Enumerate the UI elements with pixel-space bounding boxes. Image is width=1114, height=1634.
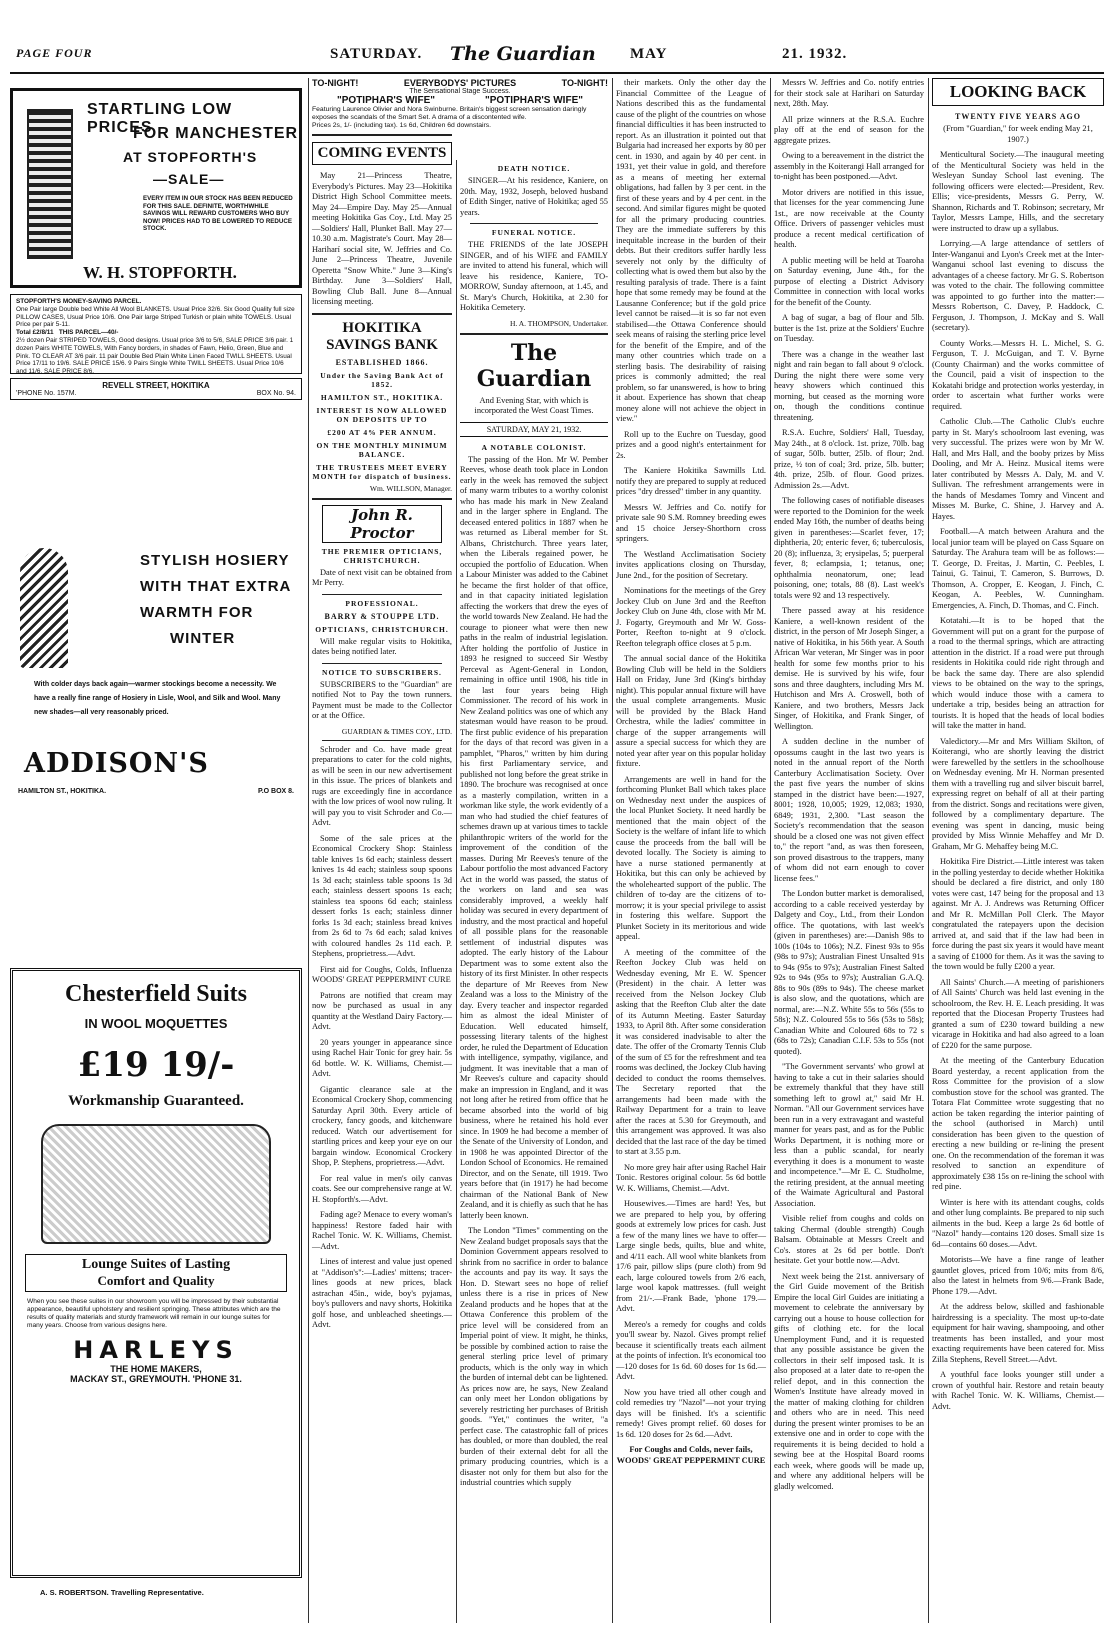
harleys-banner-1: Lounge Suites of Lasting xyxy=(81,1257,231,1272)
funeral-signature: H. A. THOMPSON, Undertaker. xyxy=(510,318,608,328)
paragraph: Winter is here with its attendant coughs, colds and other lung complaints. Be prepared to nip such ailments in the bud. Keep a large 2s 6d bottle of "Nazol" handy—contains 120 doses. Small size 1s 6d—contains 60 doses.—Advt. xyxy=(932,1197,1104,1249)
stopforth-intro: EVERY ITEM IN OUR STOCK HAS BEEN REDUCED FOR THIS SALE. DEFINITE, WORTHWHILE SAVINGS WILL REWARD CUSTOMERS WHO BUY NOW! PRICES HAD TO BE LOWERED TO REDUCE STOCK. xyxy=(143,195,293,232)
stopforth-name: W. H. STOPFORTH. xyxy=(83,263,237,282)
harleys-sub: THE HOME MAKERS, xyxy=(110,1364,202,1374)
savings-bank-title: HOKITIKA SAVINGS BANK xyxy=(326,319,438,353)
harleys-guarantee: Workmanship Guaranteed. xyxy=(68,1093,244,1109)
proctor-title: THE PREMIER OPTICIANS, CHRISTCHURCH. xyxy=(321,546,443,565)
bank-trustees: THE TRUSTEES MEET EVERY MONTH for dispatch of business. xyxy=(312,462,452,481)
stopforth-headline-4: —SALE— xyxy=(153,171,225,187)
paragraph: At the address below, skilled and fashionable hairdressing is a speciality. The most up-to-date equipment for hair waving, shampooing, and other treatments has been installed, and your most exacting requirements have been catered for. Miss Zilla Stephens, Revell Street.—Advt. xyxy=(932,1302,1104,1364)
coming-events-list: May 21—Princess Theatre, Everybody's Pictures. May 23—Hokitika District High School Committee meets. May 24—Empire Day. May 25—Annual meeting Hokitika Gas Coy., Ltd. May 25—Soldiers' Hall, Plunket Ball. May 27—10.30 a.m. Magistrate's Court. May 28—Hariharí social site, W. Jeffries and Co. June 2—Princess Theatre, Juvenile Operetta "Snow White." June 3—King's Birthday. June 3—Soldiers' Hall, Bowling Club Ball. June 8—Annual licensing meeting. xyxy=(312,171,452,306)
stopforth-advert xyxy=(10,88,302,288)
divider xyxy=(460,333,608,335)
paragraph: Valedictory.—Mr and Mrs William Skilton, of Koiterangi, who are shortly leaving the district were farewelled by the settlers in the schoolhouse on Wednesday evening. Mr H. Norman presented them with a travelling rug and silver biscuit barrel, expressing regret on behalf of all at their parting from the district. Songs and recitations were given, followed by a complimentary departure. The evening was spent in dancing, music being provided by Miss Winnie Mehaffey and Mr D. Graham, Mr G. Mehaffey being M.C. xyxy=(932,736,1104,851)
harleys-name: HARLEYS xyxy=(73,1336,239,1364)
subscribers-signature: GUARDIAN & TIMES COY., LTD. xyxy=(341,726,452,736)
editorial-text: The passing of the Hon. Mr W. Pember Reeves, whose death took place in London early in the week has removed the subject of many warm tributes to a worthy colonist who has made his mark in New Zealand and in the larger sphere in England. The deceased entered politics in 1887 when he was returned as Liberal member for St. Albans, Christchurch. Three years later, when the Liberals regained power, he occupied the portfolio of Education. When a Labour Minister was added to the Cabinet he became the first holder of that office, and in that capacity initiated legislation affecting the workers that drew the eyes of the world towards New Zealand. He had the courage to pioneer what were then new paths in the realm of industrial legislation. After holding the portfolio of Justice in 1893 he resigned to succeed Sir Westby Perceval as Agent-General in London, remaining in office until 1908, his title in the last four years being High Commissioner. The record of his work in New Zealand politics was one of which any statesman would have reason to be proud. The first public evidence of his preparation for the days of that record was given in a pamphlet, "Pharos," written by him during his first Parliamentary service, and published not long before the great strike in 1890. The brochure was recognised at once as a masterly compilation, written in a workman like style, the work evidently of a man who had studied the chief features of schemes drawn up at various times to tackle philanthropic writers of the world for the improvement of the condition of the masses. During Mr Reeves's tenure of the Labour portfolio the most advanced Factory Act in the world was passed, the status of the workers on land and sea was considerably improved, a weekly half holiday was secured in every department of industry, and the most practical and hopeful of all possible plans for the reasonable settlement of industrial disputes was adopted. The early history of the Labour Department was to some extent also the history of its first Minister. In other respects the departure of Mr Reeves from New Zealand was a loss to the Ministry of the day. Every teacher and inspector regarded him as almost the ideal Minister of Education. Well educated himself, possessing literary talents of the highest order, he ruled the Department of Education with intelligence, sympathy, vigilance, and judgment. It was inevitable that a man of Mr Reeves's culture and capacity should make an impression in England, and it was not long after he retired from office that he became absorbed into the world of big business, where he retained his hold ever since. In 1909 he had become a member of the Senate of the University of London, and in 1908 he was appointed Director of the London School of Economics. He remained Director, and on the Senate, till 1919. Two years before that (in 1917) he had become chairman of the National Bank of New Zealand, and it is chiefly as such that he has latterly been known. xyxy=(460,454,608,1220)
stopforth-headline-3: AT STOPFORTH'S xyxy=(123,149,258,165)
dairy-paragraph: Patrons are notified that cream may now be purchased as usual in any quantity at the Westland Dairy Factory.—Advt. xyxy=(312,990,452,1031)
hair-tonic-paragraph: 20 years younger in appearance since using Rachel Hair Tonic for grey hair. 5s 6d bottle. W. K. Williams, Chemist.—Advt. xyxy=(312,1037,452,1078)
column-3 xyxy=(460,160,608,1623)
harleys-address: MACKAY ST., GREYMOUTH. 'PHONE 31. xyxy=(70,1374,242,1384)
divider xyxy=(312,313,452,315)
incorporated-line: And Evening Star, with which is incorporated the West Coast Times. xyxy=(474,395,594,415)
paragraph: Kotatahi.—It is to be hoped that the Government will put on a grant for the purpose of a road to the thermal springs, which are attracting attention in the district. If a road were put through residents in Hokitika could ride right through and be back the same day. There are also splendid views to be obtained on the way to the springs, which would induce those with a camera to undertake a trip, besides being an attraction for tourists. It is hoped that the heads of local bodies will take the matter in hand. xyxy=(932,616,1104,730)
paragraph: The Westland Acclimatisation Society invites applications closing on Thursday, June 2nd., for the position of Secretary. xyxy=(616,549,766,580)
tonight-row xyxy=(312,78,608,88)
sofa-illustration xyxy=(41,1124,271,1244)
bank-interest: INTEREST IS NOW ALLOWED ON DEPOSITS UP TO xyxy=(316,405,448,424)
paragraph: A youthful face looks younger still under a crown of youthful hair. Restore and retain beauty with Rachel Tonic. W. K. Williams, Chemist.—Advt. xyxy=(932,1370,1104,1411)
stopforth-details xyxy=(10,294,302,374)
bank-address: HAMILTON ST., HOKITIKA. xyxy=(320,392,444,402)
film-titles xyxy=(312,95,608,106)
coming-events-title: COMING EVENTS xyxy=(312,142,452,165)
stopforth-contact xyxy=(16,390,296,397)
addison-body: With colder days back again—warmer stockings become a necessity. We have a really fine range of Hosiery in Lisle, Wool, and Silk and Wool. Many new shades—all very reasonably priced. xyxy=(34,681,281,716)
guardian-masthead: The Guardian xyxy=(476,339,592,392)
column-rule xyxy=(928,78,929,1623)
paragraph: Menticultural Society.—The inaugural meeting of the Menticultural Society was held in the Wesleyan Sunday School last evening. The following officers were elected:—President, Rev. Ellis; vice-presidents, Messrs G. Perry, W. Shannon, Richards and T. Robinson; secretary, Mr Taylor, Messrs Lampe, Hills, and the secretary were instructed to draw up a syllabus. xyxy=(932,150,1104,233)
film-title-2: "POTIPHAR'S WIFE" xyxy=(485,95,583,106)
divider xyxy=(322,663,442,664)
paragraph: their markets. Only the other day the Financial Committee of the League of Nations described this as the fundamental cause of the plight of the countries on whose financial difficulties it has been instructed to report. As an illustration it pointed out that Bulgaria had increased her exports by 80 per cent. in 1930, and again by 40 per cent. in 1931, yet their value in gold, and therefore as a means of meeting her external obligations, had fallen by 3 per cent. in the first of these years and by 4 per cent. in the second. And similar figures might be quoted for all the primary producing countries. They are the immediate sufferers by this inequitable increase in the burden of their debts. But their creditors suffer hardly less severely not only by the difficulty of collecting what is owed them but also by the resulting paralysis of trade. There is a faint hope that some remedy may be found at the Lausanne Conference; but if the gold price level cannot be raised—it is so far not even stabilised—the Ottawa Conference should seek means of raising the sterling price level for the benefit of the Empire, and of the many other countries which trade on a sterling basis. The desirability of raising prices is commonly admitted; the real problem, so far unanswered, is how to bring it about. Experience has shown that cheap money alone will not achieve the object in view." xyxy=(616,78,766,423)
stopforth-box: BOX No. 94. xyxy=(256,390,296,397)
advert-column xyxy=(10,78,302,1623)
death-notice-title: DEATH NOTICE. xyxy=(497,164,571,173)
paragraph: Owing to a bereavement in the district the assembly in the Koiterangi Hall arranged for to-night has been postponed.—Advt. xyxy=(774,151,924,181)
addison-address: HAMILTON ST., HOKITIKA. xyxy=(18,788,107,795)
paragraph: Lorrying.—A large attendance of settlers of Inter-Wanganui and Lyon's Creek met at the Inter-Wanganui school last evening to discuss the advantages of a cheese factory. Mr G. S. Robertson was voted to the chair. The following committee was appointed to go further into the matter:—Messrs Robertson, C. Davey, P. Haddock, C. Ferguson, J. Thompson, J. McKay and S. Wall (secretary). xyxy=(932,239,1104,332)
barry-stouppe-name: BARRY & STOUPPE LTD. xyxy=(324,611,440,621)
bank-monthly: ON THE MONTHLY MINIMUM BALANCE. xyxy=(316,440,448,459)
addison-line-2: WITH THAT EXTRA xyxy=(140,578,292,595)
death-notice-text: SINGER—At his residence, Kaniere, on 20th. May, 1932, Joseph, beloved husband of Edith Singer, native of Hokitika; aged 55 years. xyxy=(460,176,608,217)
header-month: MAY xyxy=(630,46,668,62)
divider xyxy=(312,498,452,500)
towel-illustration xyxy=(27,109,73,259)
paragraph: No more grey hair after using Rachel Hair Tonic. Restores original colour. 5s 6d bottle W. K. Williams, Chemist.—Advt. xyxy=(616,1162,766,1193)
page-number: PAGE FOUR xyxy=(16,46,93,60)
header-day: SATURDAY. xyxy=(330,46,423,62)
professional-heading: PROFESSIONAL. xyxy=(345,598,419,608)
paragraph: Hokitika Fire District.—Little interest was taken in the polling yesterday to decide whether Hokitika should be declared a fire district, and only 180 votes were cast, 147 being for the proposal and 13 against. Mr A. J. Andrews was Returning Officer and Mr R. McMillan Poll Clerk. The Mayor congratulated the ratepayers upon the decision arrived at, and said that if the law had been in force during the past six years it would have meant a saving of £1000 for them. As it was the saving to the town would be fully £200 a year. xyxy=(932,857,1104,971)
bank-rate: £200 AT 4% PER ANNUM. xyxy=(327,427,437,437)
paragraph: Motor drivers are notified in this issue, that licenses for the year commencing June 1st., are now receivable at the County Office. Drivers of passenger vehicles must produce a recent medical certification of health. xyxy=(774,187,924,249)
peppermint-cure-paragraph: First aid for Coughs, Colds, Influenza WOODS' GREAT PEPPERMINT CURE xyxy=(312,964,452,984)
column-rule xyxy=(308,78,309,1623)
harleys-body: When you see these suites in our showroom you will be impressed by their substantial appearance, beautiful upholstery and resilient springing. These attributes which are the results of quality materials and sturdy framework will remain in our lounge suites for many years. Choose from various designs here. xyxy=(27,1298,281,1329)
tonight-right: TO-NIGHT! xyxy=(561,78,608,88)
paragraph: Catholic Club.—The Catholic Club's euchre party in St. Mary's schoolroom last evening, was very successful. The prizes were won by Mr W. Hall, and Mrs Hall, and the booby prizes by Miss Dooling, and Mr A. Heinz. Musical items were later contributed by Messrs A. Daly, M. and V. Sullivan. The refreshment arrangements were in the hands of Mesdames Tomry and Vincent and Misses M. Burke, C. Shine, J. Harvey and A. Hayes. xyxy=(932,417,1104,521)
divider xyxy=(322,740,442,741)
stopforth-phone: 'PHONE No. 157M. xyxy=(16,390,77,397)
page-header xyxy=(10,42,1104,74)
paragraph: Housewives.—Times are hard! Yes, but we are prepared to help you, by offering goods at extremely low prices for cash. Just a few of the many lines we have to offer—Large single beds, quilts, blue and white, and 4/11 each. All wool white blankets from 17/6 pair, pillow slips (pure cloth) from 9d each, large coloured towels from 2/6 each, large wool kapok mattresses. (full weight from 21/-.—Frank Bade, 'phone 179.—Advt. xyxy=(616,1199,766,1313)
editorial-title: A NOTABLE COLONIST. xyxy=(481,442,587,452)
funeral-notice-text: THE FRIENDS of the late JOSEPH SINGER, and of his WIFE and FAMILY are invited to attend his funeral, which will leave his residence, Kaniere, TO-MORROW, Sunday afternoon, at 1.45, and St. Mary's Church, Hokitika, at 2.30 for Hokitika Cemetery. xyxy=(460,240,608,312)
proctor-signature-logo: John R. Proctor xyxy=(322,505,442,543)
barry-stouppe-text: Will make regular visits to Hokitika, dates being notified later. xyxy=(312,636,452,656)
harleys-title: Chesterfield Suits xyxy=(65,981,247,1007)
paragraph: "The Government servants' who growl at having to take a cut in their salaries should be extremely thankful that they have still something left to growl at," said Mr H. Norman. "All our Government services have been run in a very extravagant and wasteful manner for years past, and as for the Public Works Department, it is nothing more or less than a public scandal, for nearly everything it does is a monument to waste and incompetence."—Mr E. C. Studholme, the retiring president, at the annual meeting of the Waimate Agricultural and Pastoral Association. xyxy=(774,1062,924,1208)
pictures-advert xyxy=(312,78,608,129)
column-rule xyxy=(612,78,613,1623)
stopforth-parcel-title: STOPFORTH'S MONEY-SAVING PARCEL. xyxy=(16,298,142,305)
harleys-advert xyxy=(10,968,302,1578)
subscribers-text: SUBSCRIBERS to the "Guardian" are notified Not to Pay the town runners. Payment must be made to the Collector or at the Office. xyxy=(312,679,452,720)
fading-age-paragraph: Fading age? Menace to every woman's happiness! Restore faded hair with Rachel Tonic. W. K. Williams, Chemist.—Advt. xyxy=(312,1210,452,1251)
sensational-line: The Sensational Stage Success. xyxy=(409,88,511,95)
harleys-banner-2: Comfort and Quality xyxy=(97,1273,215,1288)
divider xyxy=(322,594,442,595)
paragraph: Arrangements are well in hand for the forthcoming Plunket Ball which takes place on Wednesday next under the auspices of the local Plunket Society. It need hardly be mentioned that the main object of the Society is the welfare of infant life to which cause the proceeds from the ball will be devoted locally. The Society is aiming to have a nurse stationed permanently at Hokitika, but this can only be achieved by the wholehearted support of the public. The children of to-day are the citizens of to-morrow; it is your special privilege to assist in fostering this welfare. Support the Plunket Society in its meritorious and wide appeal. xyxy=(616,774,766,941)
film-prices: Prices 2s, 1/- (including tax). 1s 6d, Children 6d downstairs. xyxy=(312,122,492,129)
london-times-text: The London "Times" commenting on the New Zealand budget proposals says that the Dominion Government appears resolved to shrink from no sacrifice in order to balance the accounts and pay its way. It says the Hon. D. Stewart sees no hope of relief unless there is a rise in prices of New Zealand products and he hopes that at the Ottawa Conference this problem of the price level will be considered from an Imperial point of view. It might, he thinks, be possible by combined action to raise the general sterling price level of primary products, which is the only way in which the burden of internal debt can be lightened. As prices now are, he says, New Zealand can only meet her London obligations by severely restricting her purchases of British goods. "Yet," continues the writer, "a perfect case. The catastrophic fall of prices has doubled, or more than doubled, the real burden of their external debt for all the primary producing countries, which is a disaster not only for them but also for the industrial countries which supply xyxy=(460,1226,608,1487)
stopforth-headline-2: FOR MANCHESTER xyxy=(133,125,299,142)
bank-manager: Wm. WILLSON, Manager. xyxy=(369,483,452,493)
stopforth-headline: STARTLING LOW PRICES xyxy=(87,101,233,136)
paragraph: A sudden decline in the number of opossums caught in the last two years is noted in the annual report of the North Canterbury Acclimatisation Society. Over the past five years the number of skins stamped in the district have been:—1927, 8001; 1928, 10,005; 1929, 12,083; 1930, 6849; 1931, 2,300. "Last season the Society's recommendation that the season should be a closed one was not given effect to," the report "and, as was then foreseen, son proved disastrous to the trappers, many of whom did not earn enough to cover license fees." xyxy=(774,737,924,883)
addison-line-4: WINTER xyxy=(170,630,236,647)
paragraph: The annual social dance of the Hokitika Bowling Club will be held in the Soldiers Hall on Friday, June 3rd (King's birthday night). This popular annual fixture will have the usual complete arrangements. Music will be provided by the Black Hand Orchestra, while the ladies' committee in charge of the supper arrangements will assure a special success for which they are noted year after year on this popular holiday fixture. xyxy=(616,654,766,768)
paragraph: Motorists—We have a fine range of leather gauntlet gloves, priced from 10/6; mits from 8/6, also the latest in helmets from 9/6.—Frank Bade, Phone 179.—Advt. xyxy=(932,1255,1104,1296)
fashion-figure-illustration xyxy=(20,548,68,668)
film-description: Featuring Laurence Olivier and Nora Swinburne. Britain's biggest screen sensation daringly exposes the scandals of the Smart Set. A drama of a discontented wife. xyxy=(312,106,587,121)
paragraph: The following cases of notifiable diseases were reported to the Dominion for the week ended May 16th, the number of deaths being given in parentheses:—Scarlet fever, 17; diphtheria, 20; enteric fever, 6; tuberculosis, 20 (8); influenza, 3; erysipelas, 5; puerperal fever, 8; eclampsia, 1; tetanus, one; ophthalmia neonatorum, one; lead poisoning, one; totals, 88 (8). Last week's totals were 92 and 13 respectively. xyxy=(774,496,924,600)
stopforth-address-block xyxy=(10,378,302,400)
paragraph: R.S.A. Euchre, Soldiers' Hall, Tuesday, May 24th., at 8 o'clock. 1st. prize, 70lb. bag of sugar, 50lb. butter, 25lb. of flour; 2nd. prize, ½ ton of coal; 3rd. prize, 5lb. butter; 4th. prize, 25lb. of flour. Good prizes. Admission 2s.—Advt. xyxy=(774,428,924,490)
addison-name: ADDISON'S xyxy=(24,748,209,779)
addison-line-3: WARMTH FOR xyxy=(140,604,254,621)
paragraph: Mereo's a remedy for coughs and colds you'll swear by. Nazol. Gives prompt relief because it scientifically treats each ailment at the points of infection. It's economical too—120 doses for 1s 6d. 60 doses for 1s 6d.—Advt. xyxy=(616,1319,766,1381)
column-5 xyxy=(774,78,924,1623)
looking-back-source: (From "Guardian," for week ending May 21, 1907.) xyxy=(943,124,1093,144)
crockery-paragraph: Some of the sale prices at the Economical Crockery Shop: Stainless table knives 1s 6d each; stainless dessert knives 1s 4d each; stainless soup spoons 1s 3d each; stainless table spoons 1s 3d each; stainless dessert spoons 1s each; stainless tea spoons 6d each; stainless dessert forks 1s each; stainless dinner forks 1s 3d each; stainless bread knives from 2s 6d to 7s 6d each; salad knives with coloured handles 2s 11d each. P. Stephens, proprietress.—Advt. xyxy=(312,833,452,958)
proctor-visit: Date of next visit can be obtained from Mr Perry. xyxy=(312,567,452,587)
addison-advert xyxy=(10,538,302,948)
film-title-1: "POTIPHAR'S WIFE" xyxy=(337,95,435,106)
barry-stouppe-sub: OPTICIANS, CHRISTCHURCH. xyxy=(315,624,449,634)
addisons-lines-paragraph: Lines of interest and value just opened at "Addison's":—Ladies' mittens; tracer-lines goods at new prices, black astrachan 45in., wide, boy's pyjamas, boy's pullovers and navy shorts, Hokitika golf hose, and unbleached sheetings.—Advt. xyxy=(312,1257,452,1329)
paragraph: All prize winners at the R.S.A. Euchre play off at the end of season for the aggregate prizes. xyxy=(774,114,924,145)
paragraph: A bag of sugar, a bag of flour and 5lb. butter is the 1st. prize at the Soldiers' Euchre on Tuesday. xyxy=(774,313,924,343)
divider xyxy=(312,134,452,136)
tonight-left: TO-NIGHT! xyxy=(312,78,359,88)
bank-established: ESTABLISHED 1866. xyxy=(335,357,429,367)
header-date: 21. 1932. xyxy=(782,46,848,62)
paragraph: Roll up to the Euchre on Tuesday, good prizes and a good night's entertainment for 2s. xyxy=(616,429,766,460)
stopforth-parcel-items: One Pair large Double bed White All Wool BLANKETS. Usual Price 32/6. Six Good Quality full size PILLOW CASES, Usual Price 10/6. One Pair large Striped Turkish or plain white TOWELS. Usual Price per pair 5-11. xyxy=(16,305,295,329)
looking-back-subtitle: TWENTY FIVE YEARS AGO xyxy=(955,112,1081,121)
subscribers-title: NOTICE TO SUBSCRIBERS. xyxy=(322,667,442,677)
paragraph: Next week being the 21st. anniversary of the Girl Guide movement of the British Empire the local Girl Guides are initiating a movement to celebrate the anniversary by carrying out a house to house collection for gifts of clothing etc. for the local Unemployment Fund, and it is requested that any possible assistance be given the collectors in their self imposed task. It is also proposed at a later date to re-open the relief depot, and in this connection the Women's Institute have already moved in the matter of making clothing for children and others who are in need. This need during the present winter promises to be an extensive one and in order to cope with the requirements it is being decided to hold a sewing bee at the Hospital Board rooms each week, where goods will be made up, and where any additional helpers will be gladly welcomed. xyxy=(774,1271,924,1491)
paragraph: County Works.—Messrs H. L. Michel, S. G. Ferguson, T. J. McGuigan, and T. V. Byrne (County Chairman) and the works committee of the Council, paid a visit of inspection to the Kokatahi bridge and protection works yesterday, in order to ascertain what further works were required. xyxy=(932,338,1104,411)
paragraph: Visible relief from coughs and colds on taking Chermal (double strength) Cough Balsam. Obtainable at Messrs Creelt and Co's. stores at 2s 6d per bottle. Don't hesitate. Get your bottle now.—Advt. xyxy=(774,1214,924,1265)
paragraph: There was a change in the weather last night and rain began to fall about 9 o'clock. During the night there were some very heavy showers which continued this morning, but ceased as the morning wore on, though the conditions continue threatening. xyxy=(774,349,924,422)
tonight-centre: EVERYBODYS' PICTURES xyxy=(403,78,517,88)
schroder-paragraph: Schroder and Co. have made great preparations to cater for the cold nights, as will be seen in our new advertisement in this issue. The prices of blankets and rugs are exceedingly fine in accordance with the low prices of wool now ruling. It will pay you to visit Schroder and Co.—Advt. xyxy=(312,744,452,827)
addison-box: P.O BOX 8. xyxy=(257,788,294,795)
stopforth-address: REVELL STREET, HOKITIKA xyxy=(102,381,210,390)
addison-line-1: STYLISH HOSIERY xyxy=(140,552,290,569)
paragraph: A public meeting will be held at Toaroha on Saturday evening, June 4th., for the purpose of electing a District Advisory Committee in connection with local works for the benefit of the County. xyxy=(774,255,924,307)
stopforth-items: 2½ dozen Pair STRIPED TOWELS, Good designs. Usual price 3/6 to 5/6, SALE PRICE 3/6 pair. 1 dozen Pairs WHITE TOWELS, With Fancy borders, in shades of Fawn, Helio, Green, Blue and Pink. TO CLEAR AT 3/6 pair. 11 pair Double Bed Plain White Linen Faced TWILL SHEETS. Usual Price 17/11 to 19/6. SALE PRICE 15/6. 9 Pairs Single White TWILL SHEETS. Usual Price 10/6 and 11/6. SALE PRICE 8/6. xyxy=(16,336,294,376)
paragraph: Football.—A match between Arahura and the local junior team will be played on Cass Square on Saturday. The Arahura team will be as follows:—T. George, D. Freitas, J. Martin, C. Peebles, I. Tainui, G. Tainui, T. Cameron, S. Burrows, D. Thomson, A. Cropper, E. Keogan, J. Finch, C. Keogan, A. Peebles, W. Cunningham. Emergencies, A. Finch, D. Thomas, and C. Finch. xyxy=(932,527,1104,610)
column-6 xyxy=(932,78,1104,1623)
paragraph: Now you have tried all other cough and cold remedies try "Nazol"—not your trying days will be finished. It's a scientific remedy! Gives prompt relief. 60 doses for 1s 6d. 120 doses for 2s 6d.—Advt. xyxy=(616,1387,766,1439)
paragraph: At the meeting of the Canterbury Education Board yesterday, a recent application from the Ross Committee for the provision of a slow combustion stove for the school was granted. The Totara Flat Committee wrote suggesting that no action be taken regarding the interior painting of the school (authorised in March) until consideration has been given to the question of erecting a new building or re-lining the present one. On the recommendation of the foreman it was resolved to sanction an expenditure of approximately £38 15s on re-lining the school with red pine. xyxy=(932,1056,1104,1191)
looking-back-title: LOOKING BACK xyxy=(932,78,1104,106)
paragraph: All Saints' Church.—A meeting of parishioners of All Saints' Church was held last evening in the schoolroom, the Rev. H. E. Leach presiding. It was reported that the Diocesan Property Trustees had granted a sum of £230 toward building a new vicarage in Hokitika and had also agreed to a loan of £220 for the same purpose. xyxy=(932,977,1104,1050)
paragraph: Messrs W. Jeffries and Co. notify entries for their stock sale at Harihari on Saturday next, 28th. May. xyxy=(774,78,924,108)
paragraph: Nominations for the meetings of the Grey Jockey Club on June 3rd and the Reefton Jockey Club on June 4th, close with Mr M. J. Fogarty, Greymouth and Mr W. Goss-Porter, Reefton to-night at 9 o'clock. Reefton telegraph office closes at 5 p.m. xyxy=(616,586,766,648)
paragraph: The London butter market is demoralised, according to a cable received yesterday by Dalgety and Coy., Ltd., from their London office. The quotations, with last week's (given in parentheses) are:—Danish 98s to 100s (104s to 106s); N.Z. Finest 93s to 95s (98s to 97s); Australian Finest Unsalted 91s to 94s (95s to 97s); Australian Finest Salted 92s to 94s (95s to 97s); Australian G.A.Q. 88s to 90s (89s to 94s). The cheese market is also slow, and the quotations, which are normal, are:—N.Z. White 55s to 56s (55s to 58s); N.Z. Coloured 55s to 56s (53s to 58s); Canadian White and Coloured 68s to 72 s (68s to 72s); Canadian C.I.F. 53s to 55s (not quoted). xyxy=(774,889,924,1056)
paragraph: The Kaniere Hokitika Sawmills Ltd. notify they are prepared to supply at reduced prices "dry dressed" timber in any quantity. xyxy=(616,466,766,496)
stopforth-parcel-total: Total £2/8/11 xyxy=(16,329,54,337)
stopforth-totals xyxy=(16,329,296,337)
column-rule xyxy=(770,78,771,1623)
column-rule xyxy=(456,160,457,1623)
stopforth-parcel-price: THIS PARCEL—40/- xyxy=(58,329,119,337)
divider xyxy=(470,223,598,224)
harleys-representative: A. S. ROBERTSON. Travelling Representative. xyxy=(40,1588,204,1597)
harleys-price: £19 19/- xyxy=(77,1045,235,1085)
column-4 xyxy=(616,78,766,1623)
addison-contact xyxy=(18,788,294,795)
bank-act: Under the Saving Bank Act of 1852. xyxy=(320,370,444,389)
paragraph: There passed away at his residence Kaniere, a well-known resident of the district, in the person of Mr Joseph Singer, a native of Hokitika, in his 56th year. A South African War veteran, Mr Singer was in poor health for some few months prior to his demise. He is survived by his wife, four sons and three daughters, including Mrs M. Hutchison and Mrs A. Croswell, both of Kaniere, and two brothers, Messrs Jack Singer, of Hokitika, and Frank Singer, of Wellington. xyxy=(774,606,924,731)
canvas-coats-paragraph: For real value in men's oily canvas coats. See our comprehensive range at W. H. Stopforth's.—Advt. xyxy=(312,1173,452,1204)
clearance-paragraph: Gigantic clearance sale at the Economical Crockery Shop, commencing Saturday April 30th. Every article of crockery, fancy goods, and kitchenware reduced. Watch our advertisement for startling prices and keep your eye on our bargain window. Economical Crockery Shop, P. Stephens, proprietress.—Advt. xyxy=(312,1084,453,1167)
editorial-dateline: SATURDAY, MAY 21, 1932. xyxy=(460,422,608,437)
funeral-notice-title: FUNERAL NOTICE. xyxy=(491,228,577,237)
harleys-banner xyxy=(25,1254,287,1292)
harleys-subtitle: IN WOOL MOQUETTES xyxy=(84,1016,228,1031)
header-masthead: The Guardian xyxy=(450,43,596,65)
paragraph: Messrs W. Jeffries and Co. notify for private sale 90 S.M. Romney breeding ewes and 15 choice Jersey-Shorthorn cross springers. xyxy=(616,502,766,543)
paragraph: A meeting of the committee of the Reefton Jockey Club was held on Wednesday evening, Mr E. W. Spencer (President) in the chair. A letter was received from the Nelson Jockey Club asking that the Reefton Club alter the date of its Autumn Meeting. Easter Saturday 1933, to April 8th. After some consideration it was considered inadvisable to alter the date. The offer of the Cromarty Tennis Club of the sum of £5 for the refreshment and tea rooms was declined, the Jockey Club having decided to conduct the rooms themselves. The Secretary reported that the arrangements had been made with the Railway Department for a train to leave after the races at 5.30 for Greymouth, and this arrangement was approved. It was also decided that the last race of the day be timed to start at 3.55 p.m. xyxy=(616,947,766,1156)
peppermint-cure-advert: For Coughs and Colds, never fails, WOODS' GREAT PEPPERMINT CURE xyxy=(616,1445,766,1465)
